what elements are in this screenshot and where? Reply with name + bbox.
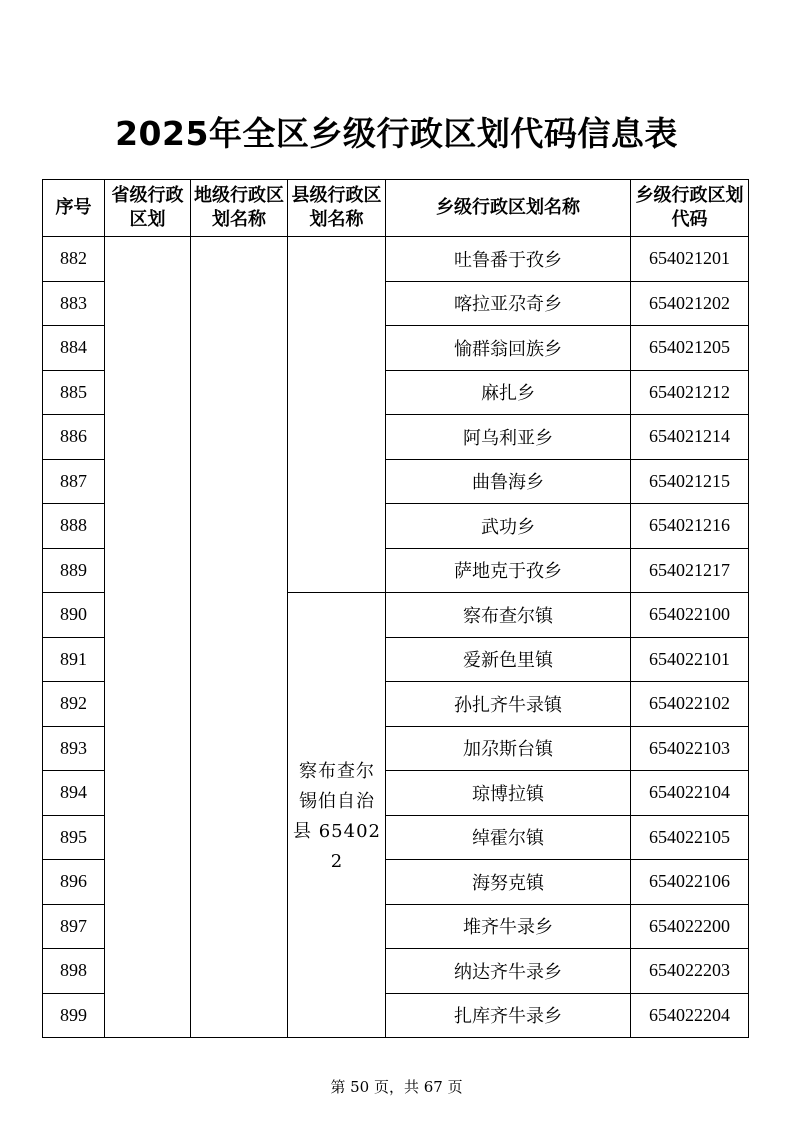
row-seq: 897 [43,904,105,949]
row-seq: 884 [43,326,105,371]
row-town-code: 654022200 [631,904,749,949]
header-seq: 序号 [43,180,105,237]
row-town-name: 加尕斯台镇 [386,726,631,771]
row-town-code: 654022102 [631,682,749,727]
row-town-name: 孙扎齐牛录镇 [386,682,631,727]
row-town-code: 654021202 [631,281,749,326]
row-town-code: 654021214 [631,415,749,460]
row-town-code: 654022104 [631,771,749,816]
row-town-name: 纳达齐牛录乡 [386,949,631,994]
row-seq: 891 [43,637,105,682]
row-town-name: 愉群翁回族乡 [386,326,631,371]
row-town-name: 绰霍尔镇 [386,815,631,860]
row-town-code: 654022105 [631,815,749,860]
county-cell [288,593,386,1038]
header-town: 乡级行政区划名称 [386,180,631,237]
header-code: 乡级行政区划代码 [631,180,749,237]
row-town-name: 麻扎乡 [386,370,631,415]
header-province: 省级行政区划 [105,180,191,237]
row-town-name: 察布查尔镇 [386,593,631,638]
header-county: 县级行政区划名称 [288,180,386,237]
division-code-table [42,179,749,1038]
row-town-name: 萨地克于孜乡 [386,548,631,593]
row-town-code: 654021215 [631,459,749,504]
province-cell [105,237,191,1038]
row-seq: 898 [43,949,105,994]
row-seq: 896 [43,860,105,905]
row-town-code: 654021216 [631,504,749,549]
table-row [43,237,749,282]
row-seq: 894 [43,771,105,816]
county-cell-prev [288,237,386,593]
row-town-code: 654022203 [631,949,749,994]
row-town-name: 武功乡 [386,504,631,549]
row-town-code: 654022103 [631,726,749,771]
row-seq: 883 [43,281,105,326]
header-prefecture: 地级行政区划名称 [191,180,288,237]
row-town-code: 654021217 [631,548,749,593]
row-town-code: 654021212 [631,370,749,415]
row-town-name: 海努克镇 [386,860,631,905]
row-town-name: 喀拉亚尕奇乡 [386,281,631,326]
row-town-name: 爱新色里镇 [386,637,631,682]
row-seq: 895 [43,815,105,860]
prefecture-cell [191,237,288,1038]
row-seq: 893 [43,726,105,771]
row-seq: 899 [43,993,105,1038]
county-name: 察布查尔锡伯自治县 654022 [293,761,381,872]
page-title: 2025年全区乡级行政区划代码信息表 [115,114,678,153]
row-town-name: 阿乌利亚乡 [386,415,631,460]
row-town-name: 扎库齐牛录乡 [386,993,631,1038]
page-footer: 第 50 页，共 67 页 [330,1078,463,1096]
row-seq: 885 [43,370,105,415]
table-body [43,237,749,1038]
row-town-code: 654022100 [631,593,749,638]
row-town-code: 654021205 [631,326,749,371]
row-seq: 890 [43,593,105,638]
row-seq: 892 [43,682,105,727]
row-town-code: 654022204 [631,993,749,1038]
header-row [43,180,749,237]
row-seq: 889 [43,548,105,593]
row-town-code: 654022106 [631,860,749,905]
row-town-name: 堆齐牛录乡 [386,904,631,949]
row-seq: 888 [43,504,105,549]
row-seq: 887 [43,459,105,504]
row-town-name: 琼博拉镇 [386,771,631,816]
row-seq: 886 [43,415,105,460]
row-seq: 882 [43,237,105,282]
row-town-code: 654022101 [631,637,749,682]
row-town-name: 吐鲁番于孜乡 [386,237,631,282]
row-town-name: 曲鲁海乡 [386,459,631,504]
row-town-code: 654021201 [631,237,749,282]
